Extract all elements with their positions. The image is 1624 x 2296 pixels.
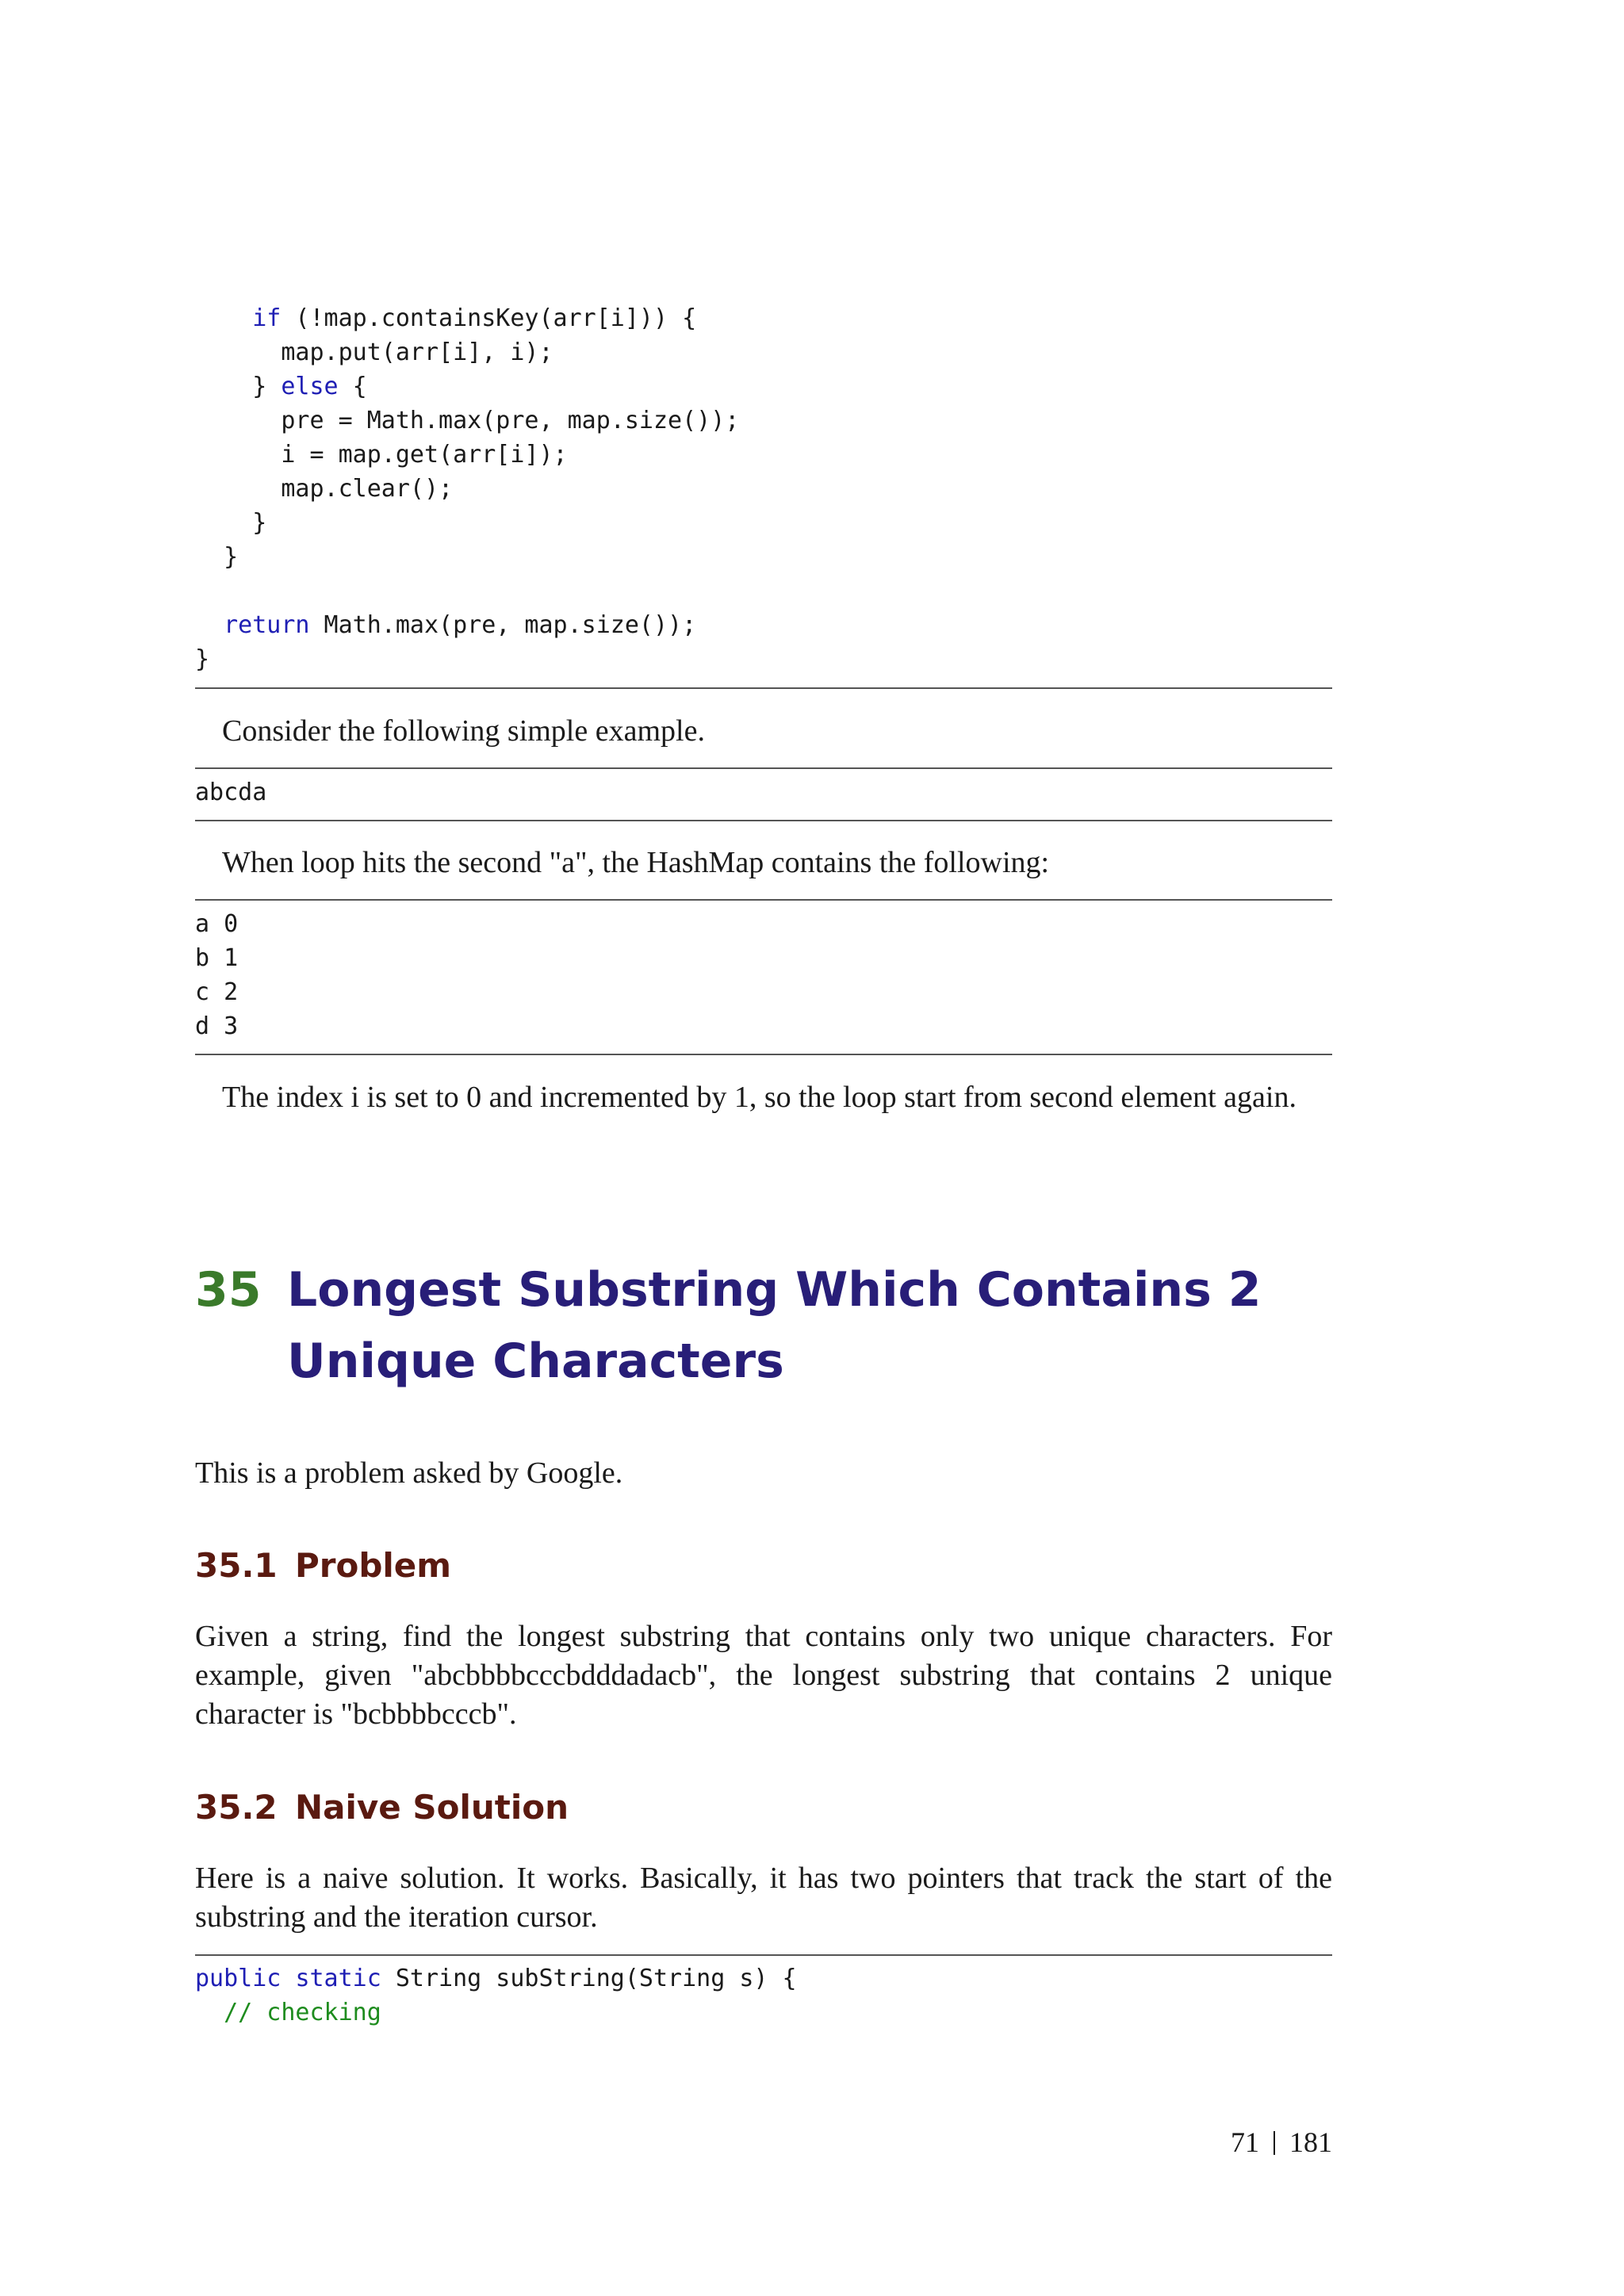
code-line: [195, 335, 739, 369]
code-line: [195, 975, 238, 1009]
code-text: map.put(arr[i], i);: [195, 339, 553, 366]
code-rule-bottom: [195, 820, 1332, 821]
code-text: (!map.containsKey(arr[i])) {: [281, 304, 697, 332]
code-rule-bottom: [195, 687, 1332, 689]
code-text: {: [338, 373, 367, 400]
code-line: [195, 1961, 797, 1996]
chapter-number: 35: [195, 1262, 262, 1318]
chapter-title-line-1: Longest Substring Which Contains 2: [287, 1262, 1262, 1318]
section-title: Problem: [295, 1546, 452, 1585]
code-line: [195, 1009, 238, 1043]
code-line: [195, 369, 739, 404]
code-rule-top: [195, 767, 1332, 769]
code-line: [195, 438, 739, 472]
code-text: [281, 1965, 295, 1992]
section-heading-naive: [195, 1785, 569, 1830]
code-block-loop: [195, 301, 739, 676]
code-keyword: static: [295, 1965, 381, 1992]
code-rule-top: [195, 899, 1332, 901]
code-text: }: [195, 509, 267, 537]
code-line: [195, 506, 739, 540]
code-text: String subString(String s) {: [381, 1965, 797, 1992]
page-footer: [1231, 2125, 1332, 2160]
paragraph-example-intro: Consider the following simple example.: [222, 714, 705, 748]
code-text: a 0: [195, 910, 239, 938]
paragraph-naive: Here is a naive solution. It works. Basically, it has two pointers that track the start of the substring and the iteration cursor.: [195, 1862, 1332, 1934]
paragraph-google: This is a problem asked by Google.: [195, 1456, 623, 1490]
section-title: Naive Solution: [295, 1788, 569, 1827]
code-line: [195, 608, 739, 642]
code-line: [195, 540, 739, 574]
code-comment: // checking: [224, 1999, 381, 2026]
code-text: [195, 1999, 224, 2026]
code-text: Math.max(pre, map.size());: [309, 611, 697, 639]
code-line: [195, 775, 266, 809]
code-text: c 2: [195, 978, 239, 1006]
code-text: [195, 304, 252, 332]
code-keyword: else: [281, 373, 339, 400]
paragraph-index-explanation: The index i is set to 0 and incremented by 1, so the loop start from second element again.: [222, 1081, 1297, 1114]
code-text: }: [195, 645, 210, 673]
code-line: [195, 642, 739, 676]
code-text: }: [195, 373, 282, 400]
code-keyword: return: [224, 611, 310, 639]
code-line: [195, 1996, 797, 2030]
code-text: d 3: [195, 1012, 239, 1040]
document-page: [195, 0, 1332, 2296]
code-text: pre = Math.max(pre, map.size());: [195, 407, 740, 434]
code-block-substring: [195, 1961, 797, 2030]
code-rule-top: [195, 1954, 1332, 1956]
chapter-title: [287, 1254, 1318, 1397]
code-rule-bottom: [195, 1054, 1332, 1055]
code-line: [195, 907, 238, 941]
paragraph-hashmap-intro: When loop hits the second "a", the HashMap contains the following:: [222, 846, 1050, 879]
code-keyword: if: [252, 304, 282, 332]
paragraph-problem: Given a string, find the longest substring that contains only two unique characters. For example, given "abcbbbbcccbdddadacb", the longest substring that contains 2 unique character is "bcbbbbcccb".: [195, 1620, 1332, 1731]
code-block-example: [195, 775, 266, 809]
page-number: 71: [1231, 2126, 1259, 2158]
code-text: b 1: [195, 944, 239, 972]
section-number: 35.2: [195, 1788, 278, 1827]
code-text: map.clear();: [195, 475, 454, 503]
code-text: i = map.get(arr[i]);: [195, 441, 568, 469]
code-line: [195, 941, 238, 975]
code-line: [195, 301, 739, 335]
code-block-hashmap: [195, 907, 238, 1043]
code-text: [195, 611, 224, 639]
code-line: [195, 574, 739, 608]
footer-separator: [1274, 2131, 1275, 2155]
code-text: abcda: [195, 779, 267, 806]
code-line: [195, 472, 739, 506]
chapter-title-line-2: Unique Characters: [287, 1334, 784, 1389]
code-line: [195, 404, 739, 438]
section-heading-problem: [195, 1544, 451, 1588]
total-pages: 181: [1289, 2126, 1332, 2158]
section-number: 35.1: [195, 1546, 278, 1585]
code-keyword: public: [195, 1965, 282, 1992]
code-text: }: [195, 543, 239, 571]
